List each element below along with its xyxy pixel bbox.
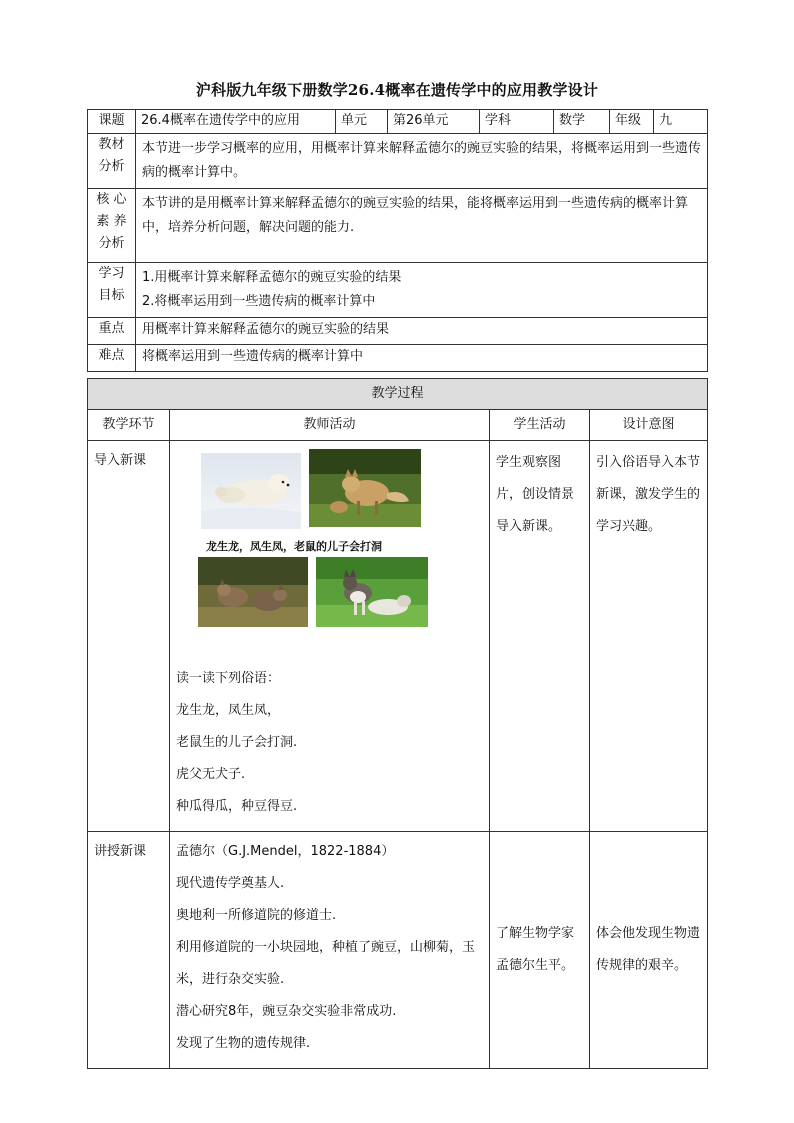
intro-line: 读一读下列俗语： <box>176 671 281 686</box>
intro-line: 龙生龙，凤生凤， <box>176 703 281 718</box>
topic-label: 课题 <box>88 110 136 134</box>
col-student: 学生活动 <box>490 410 590 441</box>
document-title: 沪科版九年级下册数学26.4概率在遗传学中的应用教学设计 <box>195 81 599 99</box>
process-header-row <box>88 379 708 410</box>
lecture-stage: 讲授新课 <box>88 832 170 1069</box>
wolves-photo <box>198 557 308 627</box>
intro-line: 虎父无犬子. <box>176 767 246 782</box>
process-table <box>87 378 708 1069</box>
lecture-line: 现代遗传学奠基人. <box>176 876 285 891</box>
subject-label: 学科 <box>480 110 554 134</box>
topic-value: 26.4概率在遗传学中的应用 <box>136 110 336 134</box>
intro-stage: 导入新课 <box>88 441 170 832</box>
husky-photo <box>316 557 428 627</box>
difficult-row <box>88 345 708 372</box>
col-intent: 设计意图 <box>590 410 708 441</box>
info-table <box>87 109 708 372</box>
core-text: 本节讲的是用概率计算来解释孟德尔的豌豆实验的结果，能将概率运用到一些遗传病的概率计算中，培养分析问题，解决问题的能力. <box>136 189 708 263</box>
lecture-line: 发现了生物的遗传规律. <box>176 1036 311 1051</box>
lecture-line: 利用修道院的一小块园地，种植了豌豆，山柳菊，玉米，进行杂交实验. <box>176 940 476 987</box>
photo-caption: 龙生龙，凤生凤，老鼠的儿子会打洞 <box>206 540 382 553</box>
goal-item: 2.将概率运用到一些遗传病的概率计算中 <box>142 294 376 309</box>
key-text: 用概率计算来解释孟德尔的豌豆实验的结果 <box>136 318 708 345</box>
lecture-teacher-activity <box>170 832 490 1069</box>
topic-row <box>88 110 708 134</box>
analysis-label: 教材 分析 <box>88 134 136 189</box>
unit-label: 单元 <box>336 110 388 134</box>
lecture-line: 潜心研究8年，豌豆杂交实验非常成功. <box>176 1004 397 1019</box>
grade-label: 年级 <box>610 110 654 134</box>
process-header: 教学过程 <box>88 379 708 410</box>
analysis-text: 本节进一步学习概率的应用，用概率计算来解释孟德尔的豌豆实验的结果，将概率运用到一些遗传病的概率计算中。 <box>136 134 708 189</box>
fox-photo <box>309 449 421 527</box>
difficult-text: 将概率运用到一些遗传病的概率计算中 <box>136 345 708 372</box>
intro-row <box>88 441 708 832</box>
goal-label: 学习 目标 <box>88 263 136 318</box>
intro-student-activity: 学生观察图片，创设情景导入新课。 <box>490 441 590 832</box>
unit-value: 第26单元 <box>388 110 480 134</box>
key-row <box>88 318 708 345</box>
col-stage: 教学环节 <box>88 410 170 441</box>
goal-row <box>88 263 708 318</box>
intro-line: 种瓜得瓜，种豆得豆. <box>176 799 298 814</box>
lecture-student-activity: 了解生物学家孟德尔生平。 <box>490 832 590 1069</box>
subject-value: 数学 <box>554 110 610 134</box>
lecture-line: 孟德尔（G.J.Mendel，1822-1884） <box>176 844 395 859</box>
goal-list <box>136 263 708 318</box>
analysis-row <box>88 134 708 189</box>
intro-design-intent: 引入俗语导入本节新课，激发学生的学习兴趣。 <box>590 441 708 832</box>
intro-teacher-activity <box>170 441 490 832</box>
core-row <box>88 189 708 263</box>
key-label: 重点 <box>88 318 136 345</box>
column-header-row <box>88 410 708 441</box>
difficult-label: 难点 <box>88 345 136 372</box>
intro-line: 老鼠生的儿子会打洞. <box>176 735 298 750</box>
photo-collage <box>176 449 483 649</box>
goal-item: 1.用概率计算来解释孟德尔的豌豆实验的结果 <box>142 270 402 285</box>
polar-bear-photo <box>201 453 301 529</box>
lecture-design-intent: 体会他发现生物遗传规律的艰辛。 <box>590 832 708 1069</box>
lecture-line: 奥地利一所修道院的修道士. <box>176 908 337 923</box>
lecture-row <box>88 832 708 1069</box>
grade-value: 九 <box>654 110 708 134</box>
col-teacher: 教师活动 <box>170 410 490 441</box>
core-label: 核 心 素 养 分析 <box>88 189 136 263</box>
